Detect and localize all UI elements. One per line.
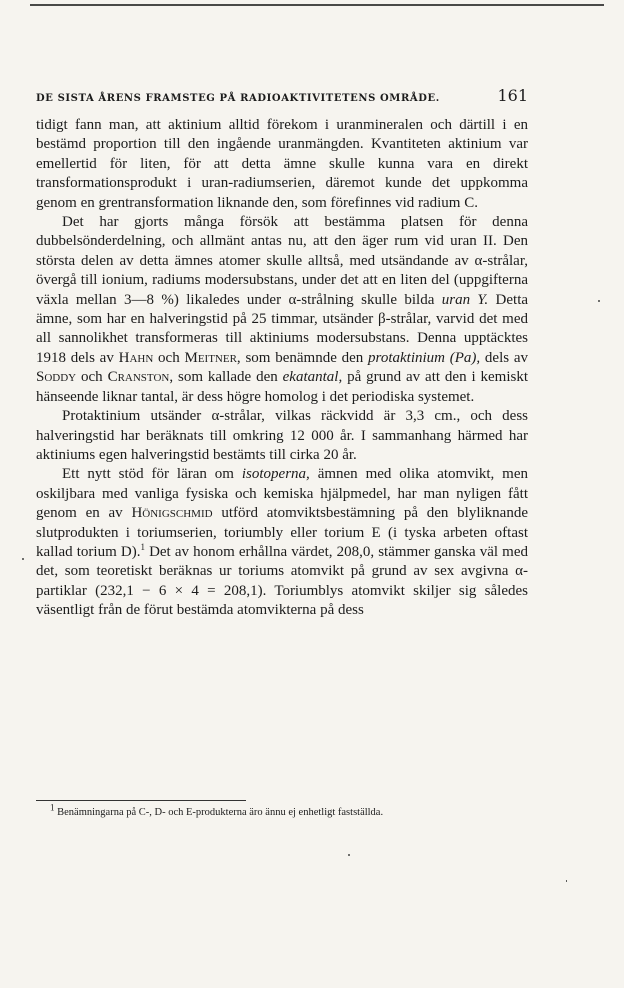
ekatantal-term: ekatantal, <box>282 369 343 386</box>
paper-speck <box>566 880 567 882</box>
running-header <box>36 86 528 105</box>
uran-y-term: uran Y. <box>441 291 489 308</box>
author-hahn: Hahn <box>118 349 154 366</box>
footnote-reference: 1 <box>140 541 145 552</box>
author-honigschmid: Hönigschmid <box>131 505 213 522</box>
protaktinium-term: protaktinium (Pa), <box>368 349 481 366</box>
footnote-text: Benämningarna på C-, D- och E-produkterna äro ännu ej enhetligt fastställda. <box>57 807 384 818</box>
paragraph-2: Det har gjorts många försök att bestämma platsen för denna dubbelsönderdelning, och allmänt antas nu, att den äger rum vid uran II. Den största delen av detta ämnes atomer skulle alltså, med utsändande av α-strålar, övergå till ionium, radiums modersubstans, under det att en liten del (uppgifterna växla mellan 3—8 %) likaledes under α-strålning skulle bilda uran Y. Detta ämne, som har en halveringstid på 25 timmar, utsänder β-strålar, varvid det med all sannolikhet transformeras till aktiniums modersubstans. Denna upptäcktes 1918 dels av Hahn och Meitner, som benämnde den protaktinium (Pa), dels av Soddy och Cranston, som kallade den ekatantal, på grund av att den i kemiskt hänseende liknar tantal, är dess högre homolog i det periodiska systemet. <box>36 214 529 405</box>
footnote-rule <box>36 800 246 801</box>
paper-speck <box>348 854 350 856</box>
paper-speck <box>598 300 600 302</box>
paper-speck <box>22 558 24 560</box>
footnote-mark: 1 <box>50 802 55 813</box>
top-rule <box>30 4 604 6</box>
running-title: DE SISTA ÅRENS FRAMSTEG PÅ RADIOAKTIVITETENS OMRÅDE. <box>36 93 440 104</box>
isotoperna-term: isotoperna, <box>241 466 310 483</box>
page-number: 161 <box>497 86 528 105</box>
paragraph-3: Protaktinium utsänder α-strålar, vilkas räckvidd är 3,3 cm., och dess halveringstid har beräknats till omkring 12 000 år. I sammanhang härmed har aktiniums egen halveringstid bestämts till cirka 20 år. <box>36 408 528 463</box>
author-soddy: Soddy <box>36 369 77 386</box>
body-text <box>36 116 528 621</box>
paragraph-1: tidigt fann man, att aktinium alltid förekom i uranmineralen och därtill i en bestämd proportion till den ingående uranmängden. Kvantiteten aktinium var emellertid för liten, för att detta ämne skulle kunna vara en direkt transformationsprodukt i uran-radiumserien, däremot kunde det uppkomma genom en grentransformation liknande den, som förefinnes vid radium C. <box>36 117 528 211</box>
author-cranston: Cranston, <box>107 369 174 386</box>
paragraph-4: Ett nytt stöd för läran om isotoperna, ämnen med olika atomvikt, men oskiljbara med vanliga fysiska och kemiska hjälpmedel, har man nyligen fått genom en av Hönigschmid utförd atomviktsbestämning på den blyliknande slutprodukten i toriumserien, toriumbly eller torium E (i tyska arbeten oftast kallad torium D).$^1$ Det av honom erhållna värdet, 208,0, stämmer ganska väl med det, som teoretiskt beräknas ur toriums atomvikt på grund av sex avgivna α-partiklar (232,1 − 6 × 4 = 208,1). Toriumblys atomvikt skiljer sig således väsentligt från de förut bestämda atomvikterna på dess <box>36 466 529 619</box>
footnote <box>36 802 528 819</box>
author-meitner: Meitner, <box>184 349 241 366</box>
